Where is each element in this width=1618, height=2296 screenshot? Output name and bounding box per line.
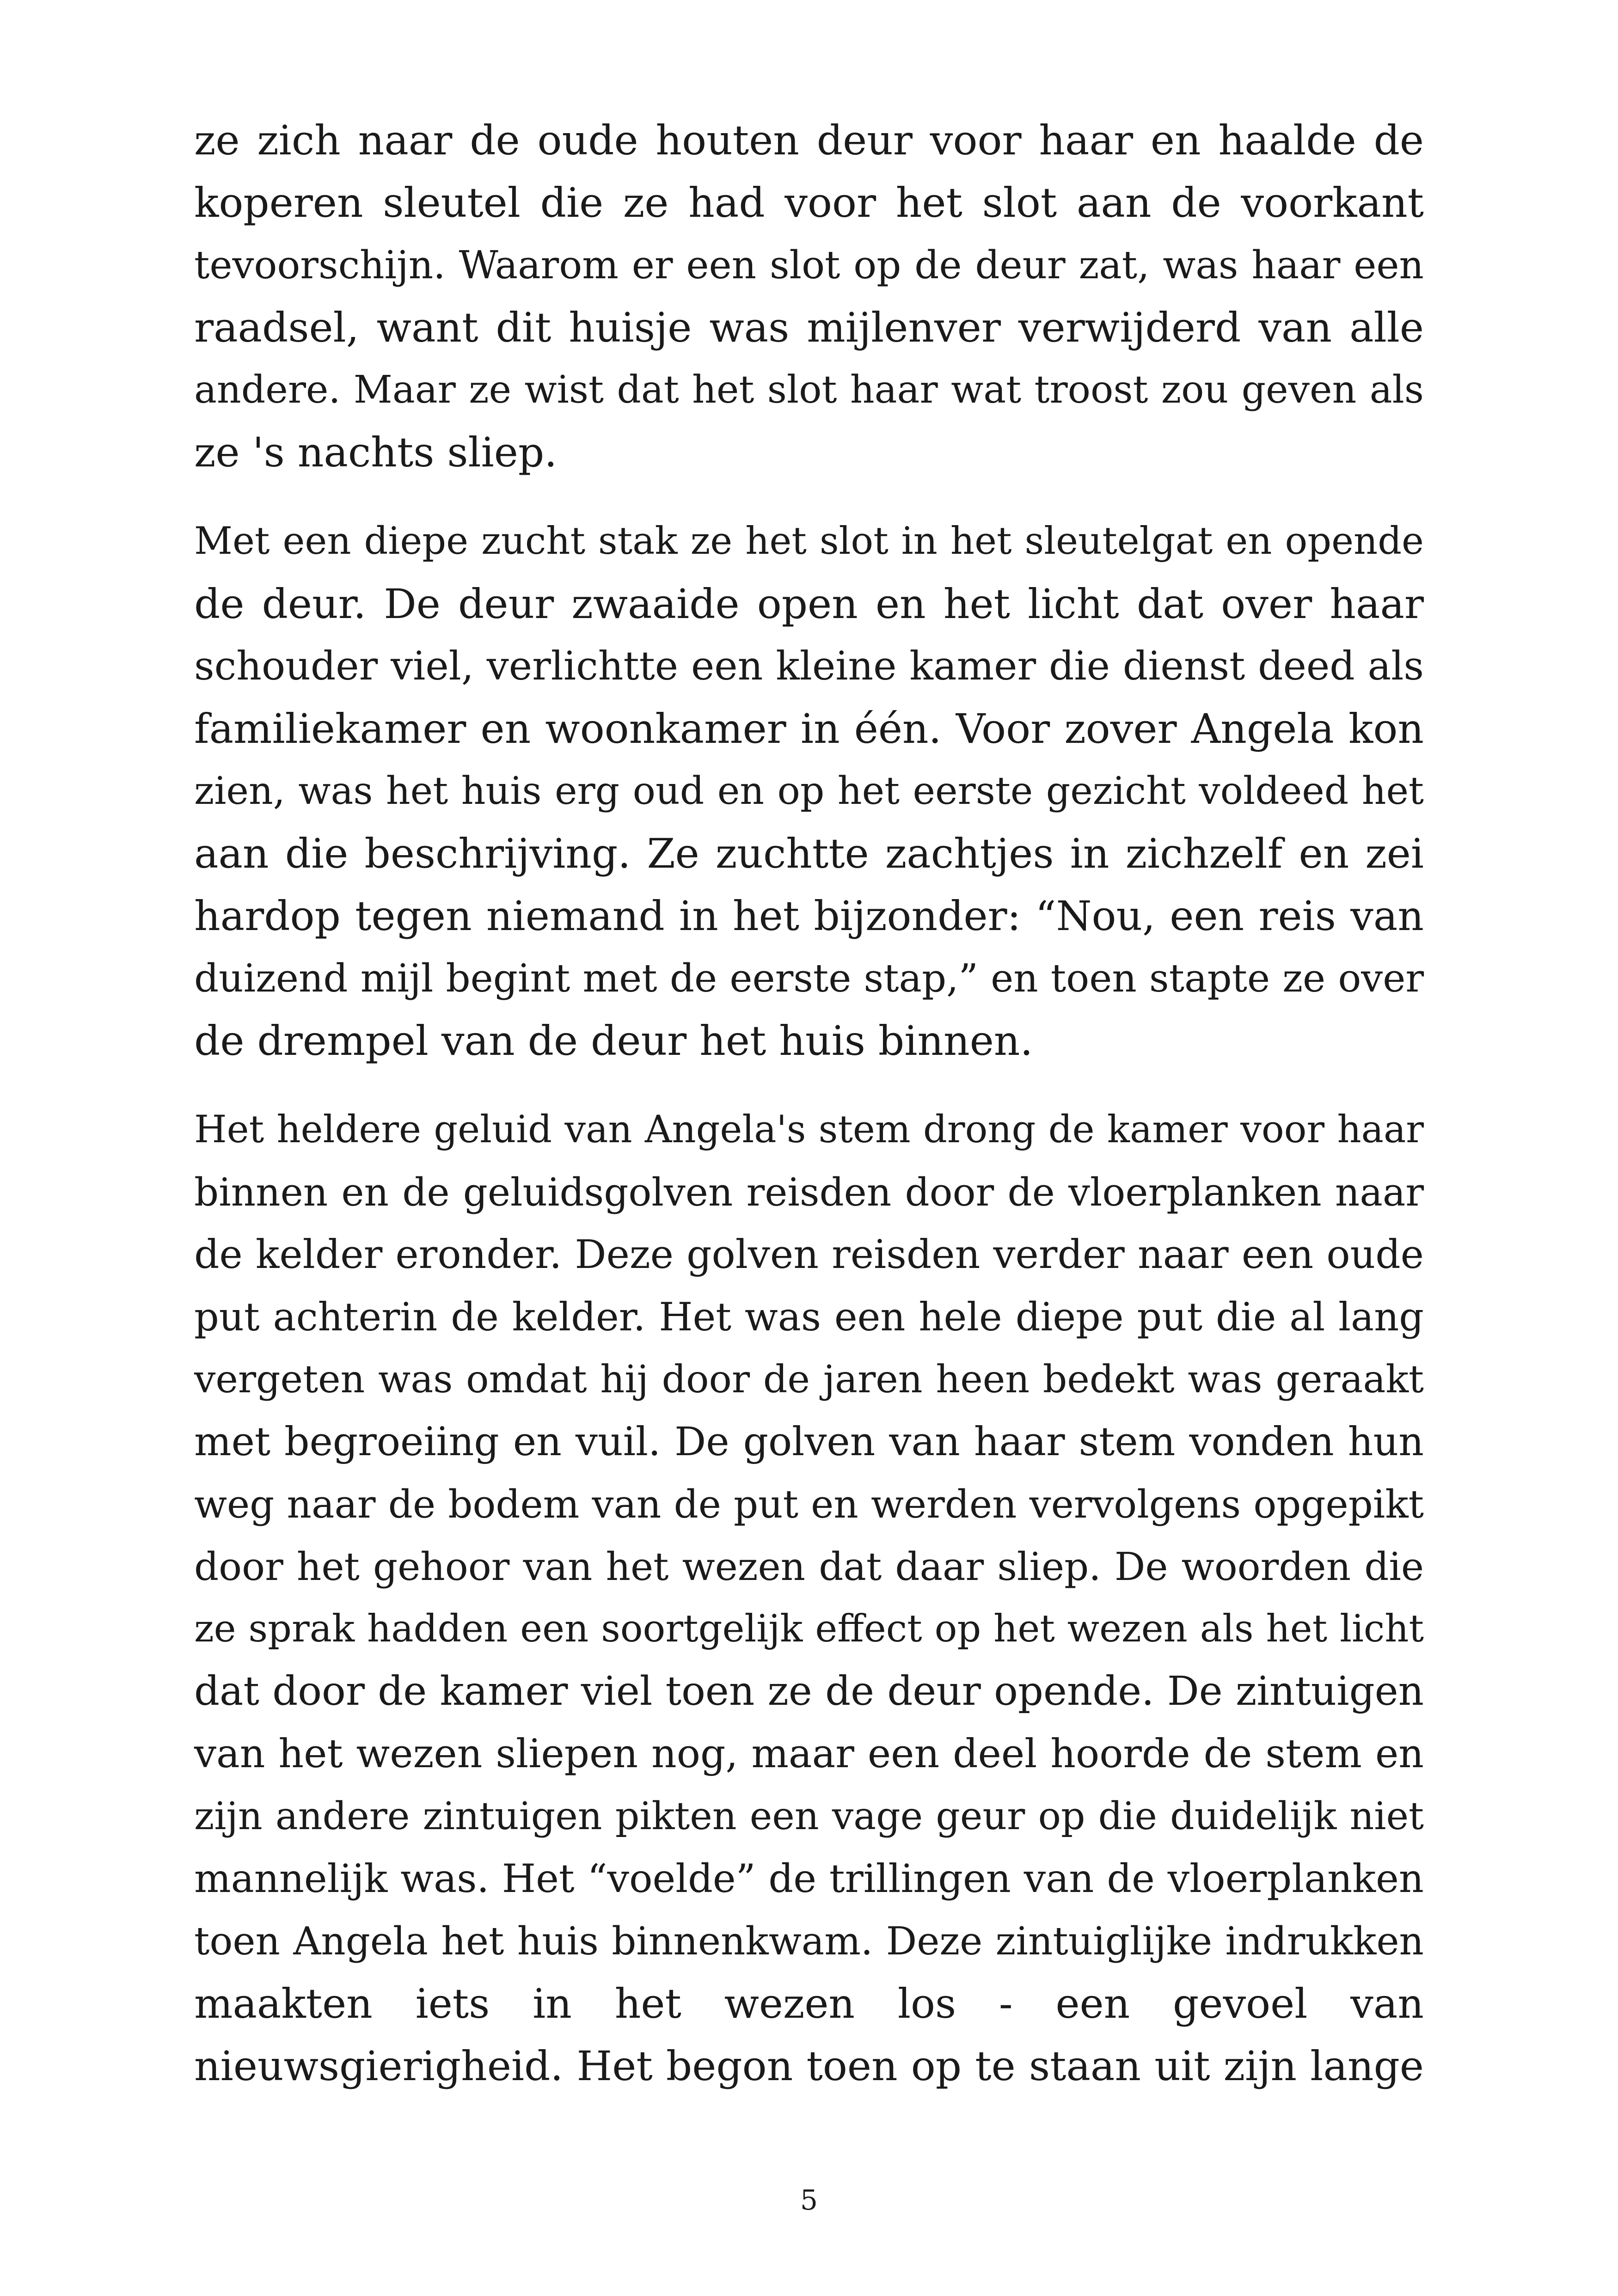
text-line: tevoorschijn. Waarom er een slot op de deur zat, was haar een bbox=[194, 243, 1424, 288]
paragraph bbox=[194, 109, 1424, 484]
text-line: aan die beschrijving. Ze zuchtte zachtjes in zichzelf en zei bbox=[194, 830, 1424, 877]
paragraph bbox=[194, 510, 1424, 1072]
text-line: de drempel van de deur het huis binnen. bbox=[194, 1017, 1033, 1065]
text-line: vergeten was omdat hij door de jaren heen bedekt was geraakt bbox=[194, 1358, 1424, 1402]
text-line: van het wezen sliepen nog, maar een deel hoorde de stem en bbox=[194, 1731, 1424, 1777]
text-line: familiekamer en woonkamer in één. Voor zover Angela kon bbox=[194, 705, 1424, 753]
text-line: Het heldere geluid van Angela's stem drong de kamer voor haar bbox=[194, 1108, 1424, 1151]
text-line: met begroeiing en vuil. De golven van haar stem vonden hun bbox=[194, 1419, 1424, 1465]
text-line: raadsel, want dit huisje was mijlenver verwijderd van alle bbox=[194, 304, 1424, 351]
text-line: ze sprak hadden een soortgelijk effect op het wezen als het licht bbox=[194, 1607, 1424, 1651]
page-number: 5 bbox=[800, 2184, 818, 2216]
text-line: door het gehoor van het wezen dat daar sliep. De woorden die bbox=[194, 1544, 1424, 1589]
text-line: put achterin de kelder. Het was een hele diepe put die al lang bbox=[194, 1294, 1424, 1340]
text-line: ze zich naar de oude houten deur voor haar en haalde de bbox=[194, 116, 1424, 164]
text-line: mannelijk was. Het “voelde” de trillingen van de vloerplanken bbox=[194, 1856, 1424, 1901]
text-line: de deur. De deur zwaaide open en het licht dat over haar bbox=[194, 580, 1424, 628]
text-line: schouder viel, verlichtte een kleine kamer die dienst deed als bbox=[194, 643, 1424, 689]
text-line: nieuwsgierigheid. Het begon toen op te staan uit zijn lange bbox=[194, 2042, 1424, 2090]
text-line: Met een diepe zucht stak ze het slot in het sleutelgat en opende bbox=[194, 520, 1424, 563]
text-line: duizend mijl begint met de eerste stap,” en toen stapte ze over bbox=[194, 956, 1424, 1001]
text-line: maakten iets in het wezen los - een gevoel van bbox=[194, 1980, 1424, 2027]
text-line: de kelder eronder. Deze golven reisden verder naar een oude bbox=[194, 1232, 1424, 1278]
text-line: hardop tegen niemand in het bijzonder: “Nou, een reis van bbox=[194, 892, 1424, 940]
text-line: toen Angela het huis binnenkwam. Deze zintuiglijke indrukken bbox=[194, 1919, 1424, 1964]
text-line: ze 's nachts sliep. bbox=[194, 429, 558, 476]
text-line: andere. Maar ze wist dat het slot haar wat troost zou geven als bbox=[194, 368, 1424, 412]
text-line: dat door de kamer viel toen ze de deur opende. De zintuigen bbox=[194, 1668, 1424, 1714]
text-line: zijn andere zintuigen pikten een vage geur op die duidelijk niet bbox=[194, 1794, 1424, 1838]
paragraph bbox=[194, 1099, 1424, 2097]
body-text bbox=[194, 109, 1424, 2124]
text-line: koperen sleutel die ze had voor het slot aan de voorkant bbox=[194, 179, 1424, 227]
text-line: binnen en de geluidsgolven reisden door de vloerplanken naar bbox=[194, 1170, 1424, 1215]
text-line: zien, was het huis erg oud en op het eerste gezicht voldeed het bbox=[194, 769, 1424, 813]
text-line: weg naar de bodem van de put en werden vervolgens opgepikt bbox=[194, 1482, 1424, 1527]
